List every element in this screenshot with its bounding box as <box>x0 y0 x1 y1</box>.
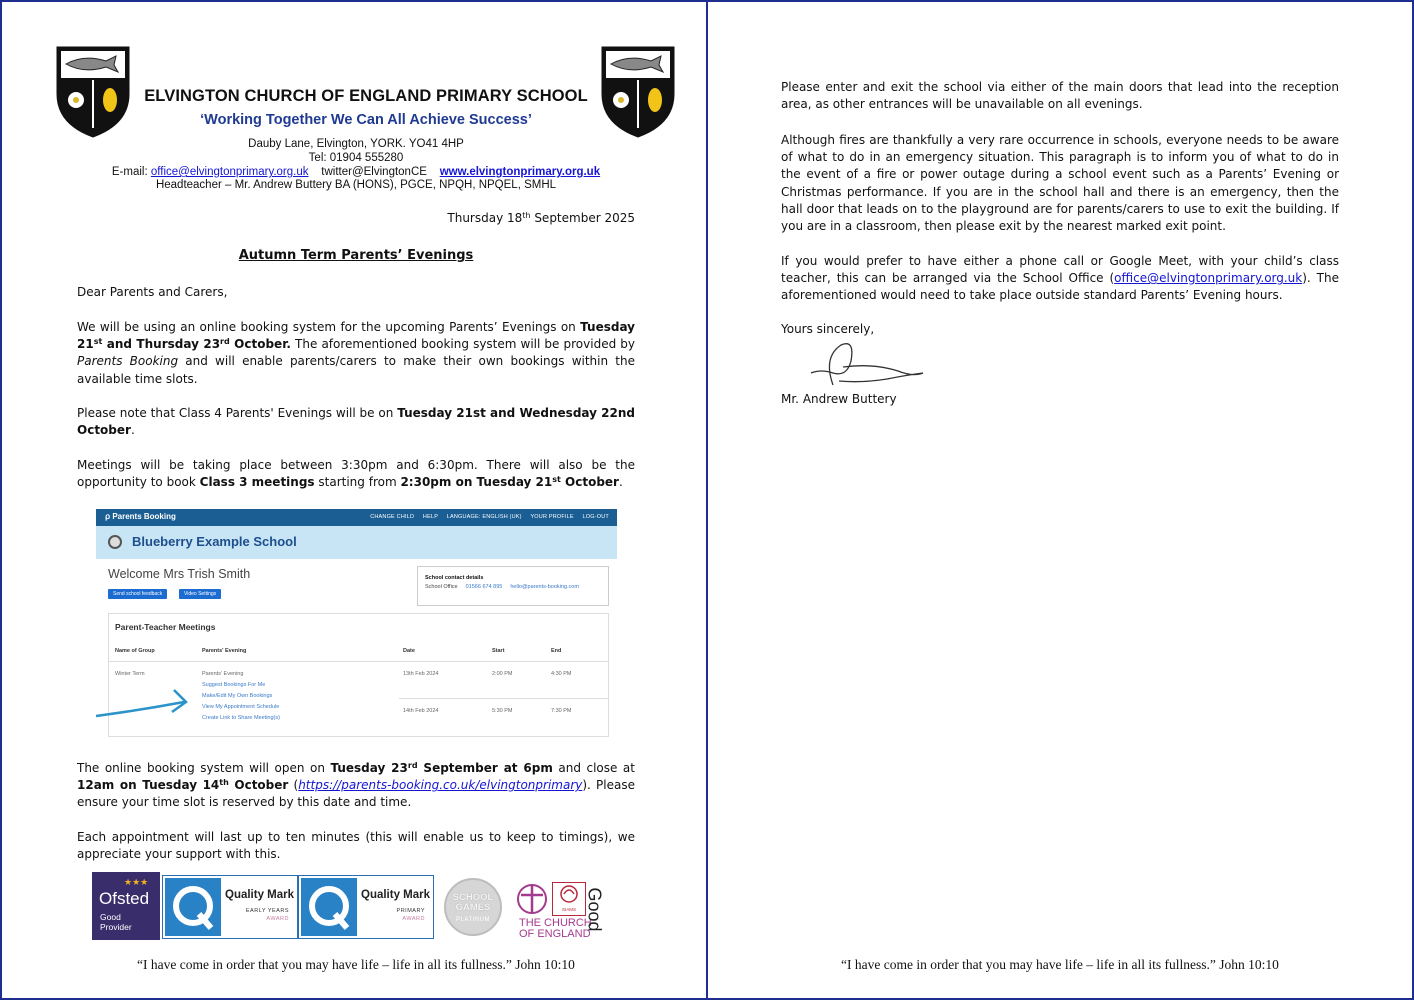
paragraph-times: Meetings will be taking place between 3:30pm and 6:30pm. There will also be the opportunity to book Class 3 meetings starting from 2:30pm on Tuesday 21st October. <box>77 458 635 490</box>
paragraph-booking: We will be using an online booking system for the upcoming Parents’ Evenings on Tuesday 21st and Thursday 23rd October. The aforementioned booking system will be provided by Parents Booking and will enable parents/carers to make their own bookings within the available time slots. <box>77 320 636 386</box>
paragraph-opening: The online booking system will open on Tuesday 23rd September at 6pm and close at 12am on Tuesday 14th October (https://parents-booking.co.uk/elvingtonprimary). Please ensure your time slot is reserved by this date and time. <box>77 761 635 810</box>
website-link[interactable]: www.elvingtonprimary.org.uk <box>439 166 601 178</box>
office-email-link[interactable]: office@elvingtonprimary.org.uk <box>1114 271 1303 286</box>
row1-end: 4:30 PM <box>551 671 572 677</box>
evening-name: Parents' Evening <box>202 671 244 677</box>
row2-end: 7:30 PM <box>551 708 572 714</box>
paragraph-class4: Please note that Class 4 Parents' Evenings will be on Tuesday 21st and Wednesday 22nd October. <box>77 406 636 438</box>
col-date: Date <box>403 648 415 654</box>
school-crest-right <box>599 44 677 140</box>
signature <box>803 337 928 392</box>
pointer-arrow-icon <box>96 684 191 724</box>
accreditation-badges <box>92 872 617 942</box>
contact-line: School Office 01566 674 895 hello@parents-booking.com <box>425 584 579 590</box>
row1-start: 2:00 PM <box>492 671 513 677</box>
row-divider <box>399 698 608 699</box>
school-motto: ‘Working Together We Can All Achieve Success’ <box>200 112 532 128</box>
closing: Yours sincerely, <box>781 322 875 336</box>
contact-title: School contact details <box>425 575 484 581</box>
booking-url-link[interactable]: https://parents-booking.co.uk/elvingtonprimary <box>298 778 583 793</box>
email-link[interactable]: office@elvingtonprimary.org.uk <box>150 166 309 178</box>
booking-brand: ⍴ Parents Booking <box>105 512 176 521</box>
cross-icon <box>517 882 547 916</box>
row2-date: 14th Feb 2024 <box>403 708 439 714</box>
edit-bookings-link[interactable]: Make/Edit My Own Bookings <box>202 693 273 699</box>
col-end: End <box>551 648 562 654</box>
quality-mark-early-years: Quality Mark EARLY YEARS AWARD <box>162 875 298 939</box>
signatory-name: Mr. Andrew Buttery <box>781 392 897 406</box>
star-icon: ★★★ <box>124 878 149 888</box>
siams-logo-icon <box>554 883 584 905</box>
welcome-text: Welcome Mrs Trish Smith <box>108 567 251 581</box>
meetings-title: Parent-Teacher Meetings <box>115 622 216 632</box>
nav-profile[interactable]: YOUR PROFILE <box>530 514 574 520</box>
row1-date: 13th Feb 2024 <box>403 671 439 677</box>
letter-date: Thursday 18th September 2025 <box>447 211 635 225</box>
school-tel: Tel: 01904 555280 <box>308 152 404 164</box>
nav-logout[interactable]: LOG-OUT <box>582 514 609 520</box>
col-evening: Parents' Evening <box>202 648 247 654</box>
bible-quote: “I have come in order that you may have life – life in all its fullness.” John 10:10 <box>137 957 575 972</box>
booking-school-name: Blueberry Example School <box>132 534 297 549</box>
email-label: E-mail: <box>111 166 148 178</box>
school-logo-icon <box>108 535 122 549</box>
school-name: ELVINGTON CHURCH OF ENGLAND PRIMARY SCHOOL <box>144 87 588 105</box>
contact-box <box>417 566 609 606</box>
school-games-badge: SCHOOL GAMES PLATINUM <box>444 878 502 936</box>
booking-nav <box>363 514 609 520</box>
headteacher-line: Headteacher – Mr. Andrew Buttery BA (HONS), PGCE, NPQH, NPQEL, SMHL <box>155 179 557 191</box>
twitter-handle: twitter@ElvingtonCE <box>321 166 427 178</box>
col-start: Start <box>492 648 505 654</box>
booking-top-bar <box>96 509 617 526</box>
siams-good-label: Good <box>584 887 605 932</box>
school-crest-left <box>54 44 132 140</box>
bible-quote-page2: “I have come in order that you may have life – life in all its fullness.” John 10:10 <box>841 957 1279 972</box>
share-link[interactable]: Create Link to Share Meeting(s) <box>202 715 280 721</box>
video-settings-button[interactable]: Video Settings <box>179 589 221 599</box>
view-schedule-link[interactable]: View My Appointment Schedule <box>202 704 280 710</box>
church-of-england-badge: SIAMS THE CHURCH OF ENGLAND <box>517 882 592 942</box>
ofsted-badge: ★★★ Ofsted Good Provider <box>92 872 160 940</box>
salutation: Dear Parents and Carers, <box>77 285 228 299</box>
contact-line <box>72 166 640 180</box>
parents-booking-screenshot <box>96 509 617 741</box>
quality-mark-primary: Quality Mark PRIMARY AWARD <box>298 875 434 939</box>
table-divider <box>109 661 608 662</box>
nav-language[interactable]: LANGUAGE: ENGLISH (UK) <box>446 514 522 520</box>
paragraph-entrances: Please enter and exit the school via either of the main doors that lead into the reception area, as other entrances will be unavailable on all evenings. <box>781 80 1339 112</box>
suggest-bookings-link[interactable]: Suggest Bookings For Me <box>202 682 266 688</box>
row2-start: 5:30 PM <box>492 708 513 714</box>
letter-page-2 <box>707 0 1414 1000</box>
q-logo-icon <box>301 878 357 936</box>
letter-heading: Autumn Term Parents’ Evenings <box>238 248 474 263</box>
paragraph-duration: Each appointment will last up to ten minutes (this will enable us to keep to timings), we appreciate your support with this. <box>77 830 635 862</box>
nav-help[interactable]: HELP <box>422 514 438 520</box>
paragraph-phone-call: If you would prefer to have either a phone call or Google Meet, with your child’s class teacher, this can be arranged via the School Office (office@elvingtonprimary.org.uk). The aforementioned would need to take place outside standard Parents’ Evening hours. <box>781 254 1339 303</box>
col-group: Name of Group <box>115 648 155 654</box>
feedback-button[interactable]: Send school feedback <box>108 589 167 599</box>
q-logo-icon <box>165 878 221 936</box>
school-banner <box>96 526 617 559</box>
school-address: Dauby Lane, Elvington, YORK. YO41 4HP <box>248 138 464 150</box>
paragraph-emergency: Although fires are thankfully a very rare occurrence in schools, everyone needs to be aware of what to do in an emergency situation. This paragraph is to inform you of what to do in the event of a fire or power outage during a school event such as a Parents’ Evening or Christmas performance. If you are in the school hall and there is an emergency, then the hall door that leads on to the playground are for parents/carers to use to exit the building. If you are in a classroom, then please exit by the nearest marked exit point. <box>781 133 1339 234</box>
nav-change-child[interactable]: CHANGE CHILD <box>370 514 415 520</box>
group-name: Winter Term <box>115 671 145 677</box>
siams-badge: SIAMS <box>552 882 586 916</box>
